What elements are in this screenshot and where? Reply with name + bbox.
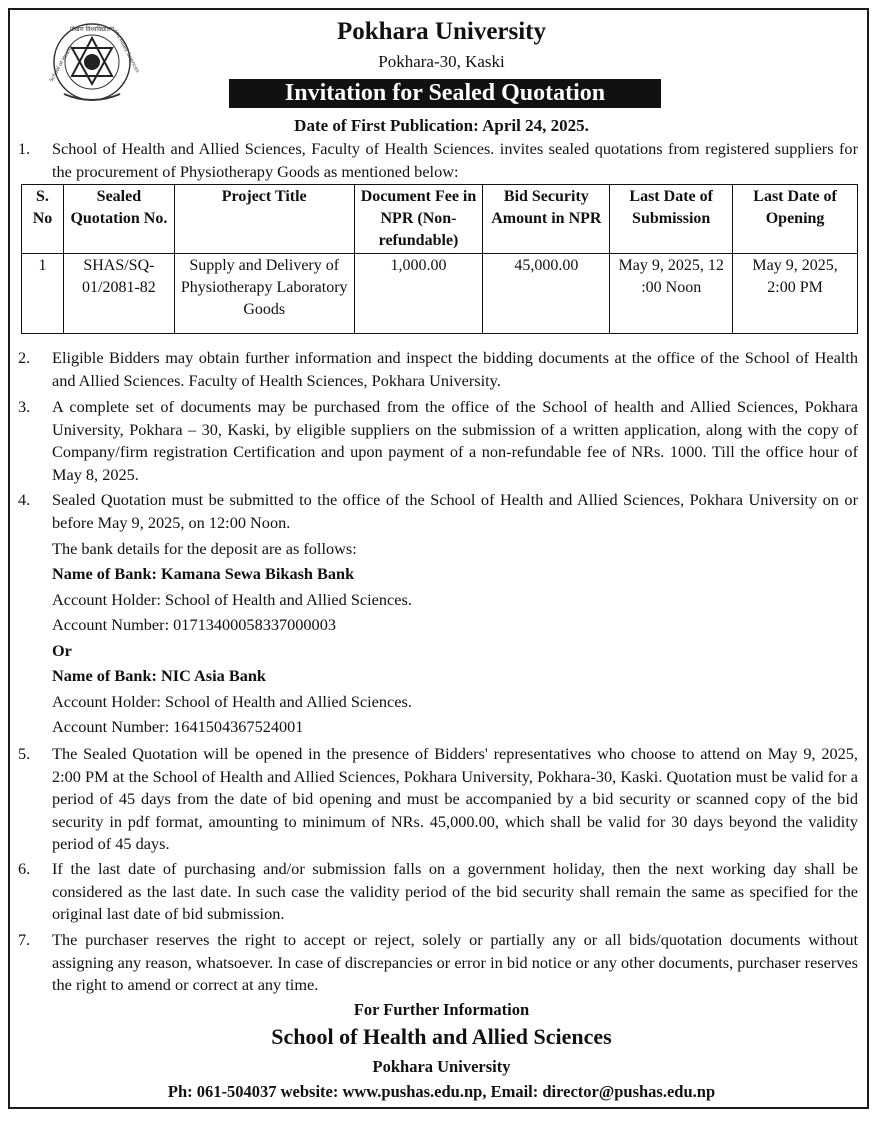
bank2-account-number: Account Number: 1641504367524001 (52, 717, 304, 736)
footer-contact: Ph: 061-504037 website: www.pushas.edu.np, Email: director@pushas.edu.np (167, 1082, 716, 1101)
list-item: 1. School of Health and Allied Sciences, Faculty of Health Sciences. invites sealed quotations from registered suppliers for the procurement of Physiotherapy Goods as mentioned below: (18, 139, 858, 181)
bank2-name: Name of Bank: NIC Asia Bank (52, 666, 266, 685)
table-cell: 1,000.00 (354, 254, 483, 334)
table-row (22, 254, 858, 334)
svg-text:and Allied Sciences: and Allied Sciences (112, 28, 141, 74)
bank2-holder: Account Holder: School of Health and Allied Sciences. (52, 692, 412, 711)
bank1-name: Name of Bank: Kamana Sewa Bikash Bank (52, 564, 355, 583)
quotation-table (21, 184, 858, 334)
table-header: Bid Security Amount in NPR (483, 185, 610, 254)
table-header: Last Date of Opening (733, 185, 858, 254)
bank1-holder: Account Holder: School of Health and Allied Sciences. (52, 590, 412, 609)
list-item: 5. The Sealed Quotation will be opened in the presence of Bidders' representatives who choose to attend on May 9, 2025, 2:00 PM at the School of Health and Allied Sciences, Pokhara University, Pokhara-30, Kaski. Quotation must be valid for a period of 45 days from the date of bid opening and must be accompanied by a bid security or scanned copy of the bid security in pdf format, amounting to minimum of NRs. 45,000.00, which shall be valid for 30 days beyond the validity period of 45 days. (18, 744, 858, 853)
org-address: Pokhara-30, Kaski (378, 52, 505, 71)
org-name: Pokhara University (336, 18, 547, 45)
list-item: 7. The purchaser reserves the right to accept or reject, solely or partially any or all bids/quotation documents without assigning any reason, whatsoever. In case of discrepancies or error in bid notice or any other documents, purchaser reserves the right to amend or correct at any time. (18, 930, 858, 994)
table-header: S. No (22, 185, 64, 254)
footer-info-heading: For Further Information (353, 1000, 530, 1019)
table-cell: Supply and Delivery of Physiotherapy Laboratory Goods (174, 254, 354, 334)
table-cell: 45,000.00 (483, 254, 610, 334)
bank1-account-number: Account Number: 01713400058337000003 (52, 615, 336, 634)
publication-date: Date of First Publication: April 24, 2025. (294, 116, 589, 135)
notice-banner: Invitation for Sealed Quotation (229, 79, 661, 108)
list-item: 6. If the last date of purchasing and/or submission falls on a government holiday, then the next working day shall be considered as the last date. In such case the validity period of the bid security shall remain the same as specified for the original last date of bid submission. (18, 859, 858, 923)
list-item: 3. A complete set of documents may be purchased from the office of the School of health and Allied Sciences, Pokhara University, Pokhara – 30, Kaski, by eligible suppliers on the submission of a written application, along with the copy of Company/firm registration Certification and upon payment of a non-refundable fee of NRs. 1000. Till the office hour of May 8, 2025. (18, 397, 858, 484)
table-cell: May 9, 2025, 12 :00 Noon (610, 254, 733, 334)
table-cell: SHAS/SQ-01/2081-82 (63, 254, 174, 334)
list-item: 2. Eligible Bidders may obtain further information and inspect the bidding documents at the office of the School of Health and Allied Sciences. Faculty of Health Sciences, Pokhara University. (18, 348, 858, 390)
footer-university: Pokhara University (372, 1057, 511, 1076)
list-item: 4. Sealed Quotation must be submitted to the office of the School of Health and Allied Sciences, Pokhara University on or before May 9, 2025, on 12:00 Noon. (18, 490, 858, 532)
table-header: Document Fee in NPR (Non-refundable) (354, 185, 483, 254)
bank-or: Or (52, 641, 72, 660)
footer-school-name: School of Health and Allied Sciences (271, 1024, 612, 1049)
svg-text:School of Health: School of Health (48, 44, 75, 83)
table-header-row (22, 185, 858, 254)
table-cell: May 9, 2025, 2:00 PM (733, 254, 858, 334)
table-header: Sealed Quotation No. (63, 185, 174, 254)
table-cell: 1 (22, 254, 64, 334)
table-header: Project Title (174, 185, 354, 254)
svg-text:पोखरा विश्वविद्यालय: पोखरा विश्वविद्यालय (69, 26, 115, 33)
table-header: Last Date of Submission (610, 185, 733, 254)
bank-intro: The bank details for the deposit are as follows: (52, 539, 357, 558)
